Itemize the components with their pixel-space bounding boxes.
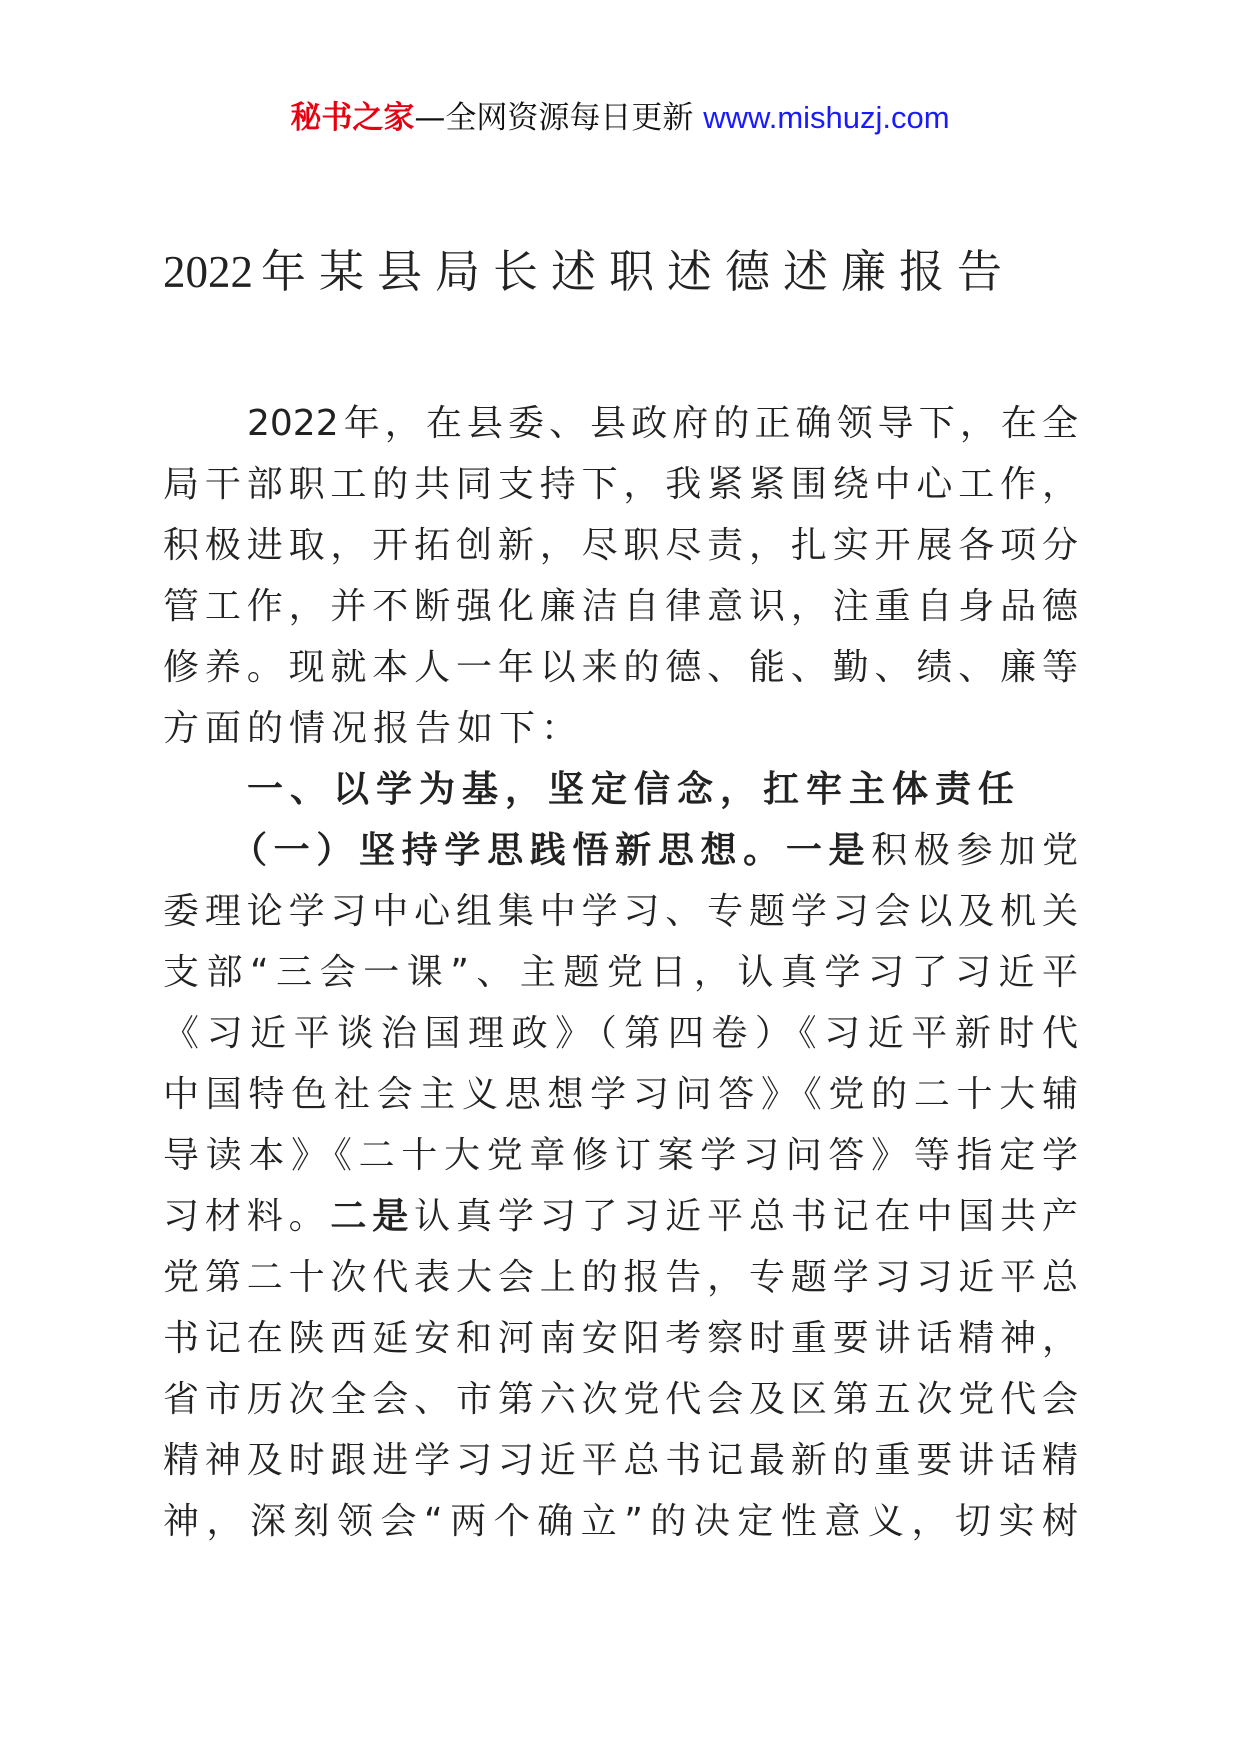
subsection-heading: （一）坚持学思践悟新思想。 (231, 830, 786, 871)
line-text: 积极参加党 (871, 830, 1078, 871)
paragraph-line: 积极进取，开拓创新，尽职尽责，扎实开展各项分 (163, 525, 1078, 566)
paragraph-line: 神，深刻领会“两个确立”的决定性意义，切实树 (163, 1501, 1078, 1542)
paragraph-line: 党第二十次代表大会上的报告，专题学习习近平总 (163, 1257, 1078, 1298)
subsection-line (163, 820, 1078, 881)
paragraph-line: 委理论学习中心组集中学习、专题学习会以及机关 (163, 891, 1078, 932)
paragraph-line: 导读本》《二十大党章修订案学习问答》等指定学 (163, 1135, 1078, 1176)
paragraph-line: 管工作，并不断强化廉洁自律意识，注重自身品德 (163, 586, 1078, 627)
paragraph-line: 修养。现就本人一年以来的德、能、勤、绩、廉等 (163, 647, 1078, 688)
title-year: 2022 (163, 247, 253, 297)
title-text: 年某县局长述职述德述廉报告 (261, 245, 1016, 298)
line-text: 认真学习了习近平总书记在中国共产 (414, 1196, 1078, 1237)
paragraph-line: 《习近平谈治国理政》（第四卷）《习近平新时代 (163, 1013, 1078, 1054)
document-title (163, 240, 1083, 304)
document-body (163, 393, 1078, 1552)
site-url-link[interactable]: www.mishuzj.com (703, 100, 950, 135)
paragraph-line (163, 1186, 1078, 1247)
paragraph-line: 中国特色社会主义思想学习问答》《党的二十大辅 (163, 1074, 1078, 1115)
site-header (0, 98, 1240, 138)
paragraph-line: 方面的情况报告如下： (163, 708, 584, 749)
point-marker: 二是 (330, 1196, 415, 1237)
header-slogan: —全网资源每日更新 (414, 100, 694, 136)
paragraph-line: 精神及时跟进学习习近平总书记最新的重要讲话精 (163, 1440, 1078, 1481)
paragraph-line: 省市历次全会、市第六次党代会及区第五次党代会 (163, 1379, 1078, 1420)
point-marker: 一是 (785, 830, 872, 871)
paragraph-line: 2022年，在县委、县政府的正确领导下，在全 (247, 403, 1078, 444)
paragraph-line: 局干部职工的共同支持下，我紧紧围绕中心工作， (163, 464, 1078, 505)
paragraph-line: 支部“三会一课”、主题党日，认真学习了习近平 (163, 952, 1078, 993)
line-text: 习材料。 (163, 1196, 331, 1237)
paragraph-line: 书记在陕西延安和河南安阳考察时重要讲话精神， (163, 1318, 1078, 1359)
section-heading: 一、以学为基，坚定信念，扛牢主体责任 (247, 769, 1022, 810)
brand-name: 秘书之家 (290, 100, 415, 136)
